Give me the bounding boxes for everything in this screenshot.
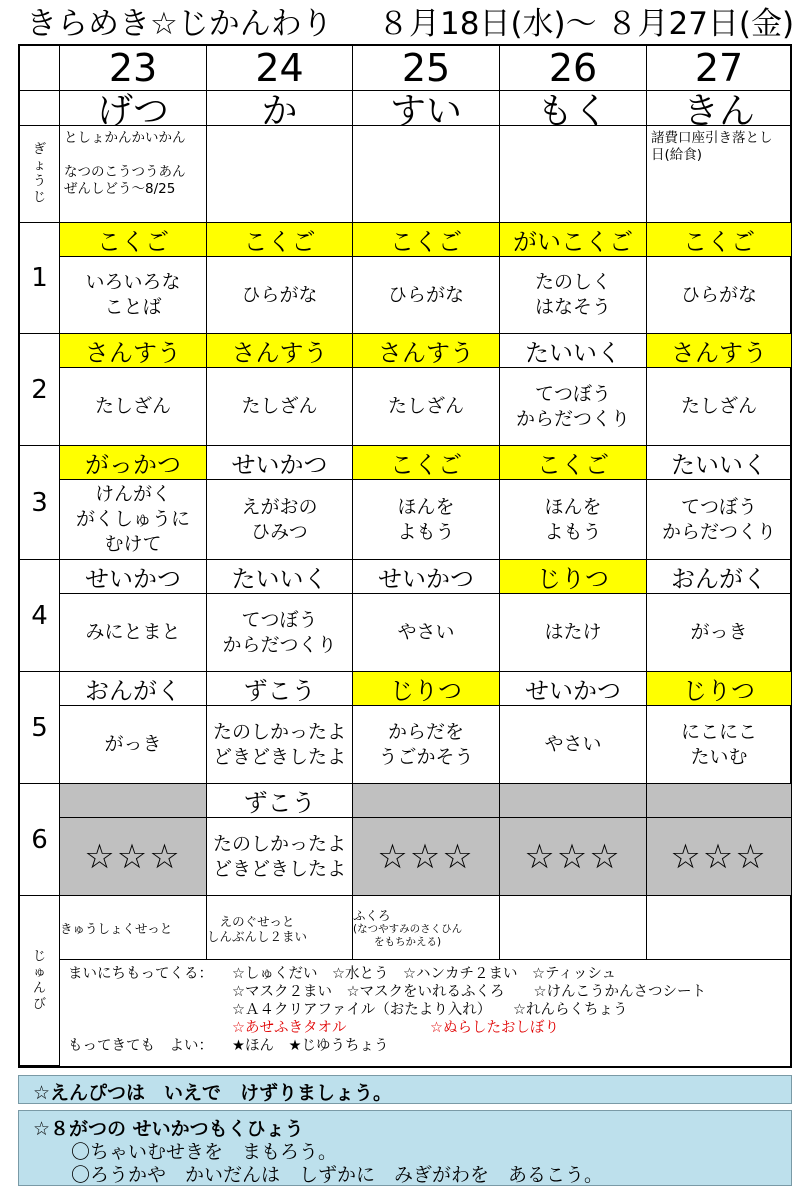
- lesson-content: みにとまと: [60, 594, 207, 672]
- period-number: 4: [20, 560, 60, 672]
- items-list: ☆あせふきタオル: [232, 1020, 347, 1036]
- subject-name: さんすう: [60, 334, 207, 368]
- lesson-content: がっき: [60, 706, 207, 784]
- lesson-content: てつぼう からだつくり: [500, 368, 647, 446]
- day-number: 24: [207, 46, 353, 91]
- subject-name: たいいく: [500, 334, 647, 368]
- event-cell: [207, 126, 353, 223]
- lesson-content: えがおの ひみつ: [207, 480, 353, 560]
- period-number: 2: [20, 334, 60, 446]
- subject-name: せいかつ: [60, 560, 207, 594]
- corner-cell: [20, 46, 60, 91]
- subject-name: こくご: [60, 223, 207, 257]
- day-name: すい: [353, 91, 500, 126]
- subject-name: [500, 784, 647, 818]
- subject-name: こくご: [500, 446, 647, 480]
- supplies-cell: [500, 896, 647, 960]
- lesson-content: ほんを よもう: [353, 480, 500, 560]
- lesson-content: からだを うごかそう: [353, 706, 500, 784]
- items-list: ☆ぬらしたおしぼり: [430, 1020, 559, 1036]
- subject-name: さんすう: [647, 334, 792, 368]
- subject-name: がっかつ: [60, 446, 207, 480]
- period-number: 3: [20, 446, 60, 560]
- subject-name: さんすう: [353, 334, 500, 368]
- day-number: 26: [500, 46, 647, 91]
- lesson-content: たしざん: [647, 368, 792, 446]
- supplies-text: えのぐせっと しんぶんし２まい: [207, 913, 308, 944]
- subject-name: せいかつ: [207, 446, 353, 480]
- pencil-note-box: [18, 1075, 792, 1104]
- event-cell: [500, 126, 647, 223]
- junbi-label: じ ゅ ん び: [20, 896, 60, 1066]
- subject-name: こくご: [353, 446, 500, 480]
- subject-name: [353, 784, 500, 818]
- event-cell: としょかんかいかん なつのこうつうあん ぜんしどう～8/25: [60, 126, 207, 223]
- items-label: まいにちもってくる：: [68, 966, 213, 982]
- subject-name: [60, 784, 207, 818]
- items-list: ☆Ａ４クリアファイル（おたより入れ） ☆れんらくちょう: [232, 1002, 628, 1018]
- day-name: もく: [500, 91, 647, 126]
- day-number: 23: [60, 46, 207, 91]
- items-list: ☆マスク２まい ☆マスクをいれるふくろ ☆けんこうかんさつシート: [232, 984, 706, 1000]
- corner-cell: [20, 91, 60, 126]
- supplies-cell: [60, 896, 207, 960]
- subject-name: せいかつ: [500, 672, 647, 706]
- subject-name: こくご: [207, 223, 353, 257]
- lesson-content: ほんを よもう: [500, 480, 647, 560]
- star-cell: ☆☆☆: [500, 818, 647, 896]
- subject-name: たいいく: [647, 446, 792, 480]
- lesson-content: にこにこ たいむ: [647, 706, 792, 784]
- lesson-content: けんがく がくしゅうに むけて: [60, 480, 207, 560]
- lesson-content: はたけ: [500, 594, 647, 672]
- lesson-content: いろいろな ことば: [60, 257, 207, 334]
- lesson-content: たしざん: [353, 368, 500, 446]
- lesson-content: たのしかったよ どきどきしたよ: [207, 706, 353, 784]
- star-cell: ☆☆☆: [353, 818, 500, 896]
- subject-name: こくご: [353, 223, 500, 257]
- period-number: 5: [20, 672, 60, 784]
- supplies-note: (なつやすみのさくひん をもちかえる): [353, 923, 463, 948]
- subject-name: たいいく: [207, 560, 353, 594]
- monthly-goal-item: 〇ちゃいむせきを まもろう。: [71, 1141, 338, 1163]
- day-name: か: [207, 91, 353, 126]
- lesson-content: やさい: [353, 594, 500, 672]
- event-cell: 諸費口座引き落とし 日(給食): [647, 126, 792, 223]
- page-title: きらめき☆じかんわり: [26, 6, 333, 42]
- subject-name: がいこくご: [500, 223, 647, 257]
- event-cell: [353, 126, 500, 223]
- daily-items-area: [60, 960, 792, 1066]
- subject-name: じりつ: [647, 672, 792, 706]
- timetable-grid: [18, 44, 792, 1068]
- subject-name: おんがく: [60, 672, 207, 706]
- period-number: 1: [20, 223, 60, 334]
- subject-name: ずこう: [207, 784, 353, 818]
- star-cell: ☆☆☆: [60, 818, 207, 896]
- star-cell: ☆☆☆: [647, 818, 792, 896]
- supplies-cell: [207, 896, 353, 960]
- lesson-content: ひらがな: [353, 257, 500, 334]
- monthly-goal-item: 〇ろうかや かいだんは しずかに みぎがわを あるこう。: [71, 1164, 604, 1186]
- items-label: もってきても よい：: [68, 1038, 213, 1054]
- supplies-cell: [647, 896, 792, 960]
- subject-name: こくご: [647, 223, 792, 257]
- subject-name: じりつ: [353, 672, 500, 706]
- day-number: 27: [647, 46, 792, 91]
- lesson-content: やさい: [500, 706, 647, 784]
- subject-name: せいかつ: [353, 560, 500, 594]
- lesson-content: がっき: [647, 594, 792, 672]
- supplies-text: きゅうしょくせっと: [60, 921, 173, 936]
- lesson-content: たのしかったよ どきどきしたよ: [207, 818, 353, 896]
- day-name: げつ: [60, 91, 207, 126]
- lesson-content: たしざん: [60, 368, 207, 446]
- subject-name: じりつ: [500, 560, 647, 594]
- monthly-goal-title: ☆８がつの せいかつもくひょう: [33, 1118, 304, 1140]
- items-list: ☆しゅくだい ☆水とう ☆ハンカチ２まい ☆ティッシュ: [232, 966, 617, 982]
- lesson-content: てつぼう からだつくり: [207, 594, 353, 672]
- date-range: ８月18日(水)～ ８月27日(金): [378, 6, 795, 42]
- items-list: ★ほん ★じゆうちょう: [232, 1038, 389, 1054]
- gyoji-label: ぎ ょ う じ: [20, 126, 60, 223]
- lesson-content: てつぼう からだつくり: [647, 480, 792, 560]
- supplies-text: ふくろ: [353, 908, 391, 923]
- subject-name: [647, 784, 792, 818]
- monthly-goal-box: [18, 1110, 792, 1186]
- subject-name: ずこう: [207, 672, 353, 706]
- lesson-content: ひらがな: [647, 257, 792, 334]
- period-number: 6: [20, 784, 60, 896]
- day-name: きん: [647, 91, 792, 126]
- pencil-note: ☆えんぴつは いえで けずりましょう。: [33, 1082, 393, 1104]
- lesson-content: たしざん: [207, 368, 353, 446]
- day-number: 25: [353, 46, 500, 91]
- supplies-cell: [353, 896, 500, 960]
- subject-name: さんすう: [207, 334, 353, 368]
- lesson-content: たのしく はなそう: [500, 257, 647, 334]
- lesson-content: ひらがな: [207, 257, 353, 334]
- subject-name: おんがく: [647, 560, 792, 594]
